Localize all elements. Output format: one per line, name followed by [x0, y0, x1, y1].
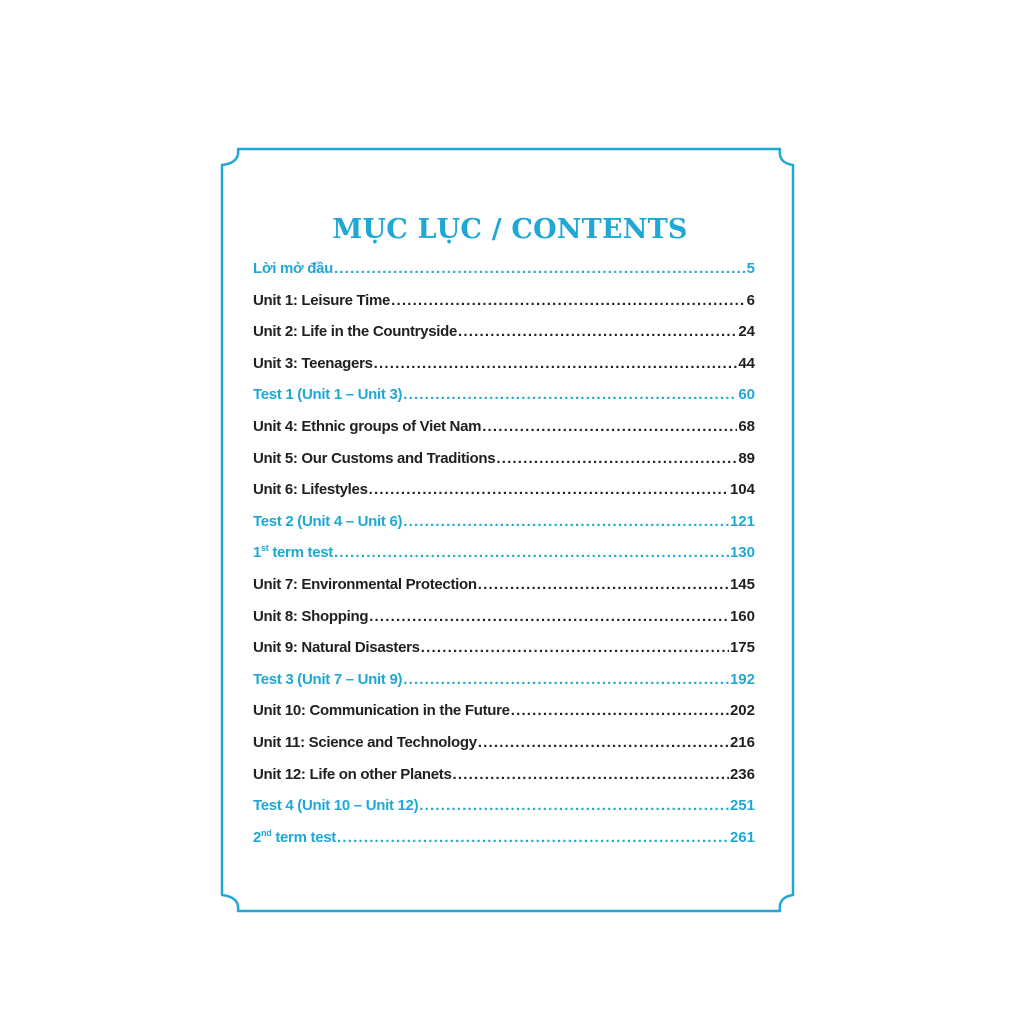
toc-leader-dots	[421, 632, 729, 664]
toc-entry-label-superscript: st	[261, 543, 269, 554]
toc-entry[interactable]	[253, 695, 755, 727]
toc-entry[interactable]	[253, 348, 755, 380]
toc-entry-label-text: 1	[253, 544, 262, 562]
toc-entry-label	[253, 695, 510, 727]
toc-entry-label-text: Test 4 (Unit 10 – Unit 12)	[253, 797, 419, 815]
toc-entry[interactable]	[253, 537, 755, 569]
toc-entry[interactable]	[253, 822, 755, 854]
toc-entry-page-number: 68	[738, 417, 755, 435]
toc-entry-label-text: Unit 11: Science and Technology	[253, 733, 477, 751]
toc-entry[interactable]	[253, 664, 755, 696]
toc-entry-label	[253, 537, 333, 569]
toc-entry-label-text: Unit 9: Natural Disasters	[253, 639, 420, 657]
toc-entry-page-number: 202	[729, 702, 755, 720]
toc-entry[interactable]	[253, 727, 755, 759]
toc-entry-label-text: Unit 12: Life on other Planets	[253, 765, 452, 783]
toc-entry-page-number: 160	[729, 607, 755, 625]
toc-leader-dots	[453, 759, 729, 791]
toc-entry-label	[253, 727, 477, 759]
toc-leader-dots	[419, 790, 729, 822]
toc-leader-dots	[369, 601, 729, 633]
toc-entry[interactable]	[253, 443, 755, 475]
toc-entry-label-text: Test 3 (Unit 7 – Unit 9)	[253, 670, 403, 688]
toc-entry-page-number: 24	[738, 323, 755, 341]
toc-entry-label	[253, 790, 418, 822]
toc-entry-label-text: Unit 1: Leisure Time	[253, 291, 391, 309]
toc-entry-label-text: 2	[253, 828, 262, 846]
toc-leader-dots	[403, 379, 737, 411]
toc-entry[interactable]	[253, 474, 755, 506]
toc-entry[interactable]	[253, 253, 755, 285]
table-of-contents	[253, 253, 755, 853]
toc-entry[interactable]	[253, 506, 755, 538]
toc-entry[interactable]	[253, 569, 755, 601]
toc-entry-page-number: 89	[738, 449, 755, 467]
toc-entry-label-text: Unit 7: Environmental Protection	[253, 575, 477, 593]
toc-entry[interactable]	[253, 316, 755, 348]
toc-entry-label-text: Unit 5: Our Customs and Traditions	[253, 449, 496, 467]
toc-leader-dots	[478, 569, 729, 601]
toc-entry-label-text: Unit 10: Communication in the Future	[253, 702, 510, 720]
toc-entry[interactable]	[253, 601, 755, 633]
toc-entry-label	[253, 822, 336, 854]
toc-entry-label	[253, 474, 368, 506]
toc-entry-page-number: 216	[729, 733, 755, 751]
toc-entry-label	[253, 411, 481, 443]
toc-leader-dots	[496, 443, 737, 475]
toc-entry[interactable]	[253, 379, 755, 411]
toc-leader-dots	[511, 695, 729, 727]
toc-entry-label-text: Unit 3: Teenagers	[253, 354, 373, 372]
toc-leader-dots	[369, 474, 729, 506]
toc-entry-page-number: 251	[729, 797, 755, 815]
toc-entry[interactable]	[253, 285, 755, 317]
toc-entry-label	[253, 285, 390, 317]
toc-entry-page-number: 236	[729, 765, 755, 783]
toc-entry-page-number: 192	[729, 670, 755, 688]
toc-entry-page-number: 121	[729, 512, 755, 530]
toc-entry-label-text: Unit 4: Ethnic groups of Viet Nam	[253, 417, 482, 435]
toc-leader-dots	[403, 664, 729, 696]
toc-entry-label	[253, 348, 373, 380]
toc-entry-label-text: Test 1 (Unit 1 – Unit 3)	[253, 386, 403, 404]
toc-leader-dots	[374, 348, 738, 380]
toc-entry-label	[253, 379, 402, 411]
toc-entry-label	[253, 316, 457, 348]
toc-entry-page-number: 104	[729, 481, 755, 499]
toc-entry[interactable]	[253, 632, 755, 664]
toc-leader-dots	[478, 727, 729, 759]
toc-entry-label-text: Lời mở đầu	[253, 260, 333, 277]
toc-entry-page-number: 6	[746, 291, 755, 309]
toc-leader-dots	[403, 506, 729, 538]
toc-entry-label	[253, 506, 402, 538]
toc-leader-dots	[334, 253, 746, 285]
toc-leader-dots	[334, 537, 729, 569]
toc-leader-dots	[391, 285, 746, 317]
toc-entry-label-text: Unit 8: Shopping	[253, 607, 369, 625]
toc-entry[interactable]	[253, 790, 755, 822]
toc-entry-page-number: 261	[729, 828, 755, 846]
toc-entry-label	[253, 443, 495, 475]
toc-entry-label	[253, 759, 452, 791]
page-title: MỤC LỤC / CONTENTS	[332, 214, 688, 245]
toc-entry-page-number: 44	[738, 354, 755, 372]
toc-entry[interactable]	[253, 759, 755, 791]
toc-entry-label-rest: term test	[271, 828, 336, 846]
toc-entry-label	[253, 253, 333, 285]
toc-entry-page-number: 145	[729, 575, 755, 593]
toc-entry-page-number: 175	[729, 639, 755, 657]
toc-entry-label	[253, 632, 420, 664]
toc-entry-label	[253, 664, 402, 696]
toc-entry-label	[253, 601, 368, 633]
toc-entry-page-number: 5	[746, 260, 755, 277]
toc-entry-label-rest: term test	[268, 544, 333, 562]
toc-leader-dots	[337, 822, 729, 854]
toc-entry[interactable]	[253, 411, 755, 443]
toc-entry-label-text: Unit 6: Lifestyles	[253, 481, 368, 499]
toc-entry-page-number: 60	[738, 386, 755, 404]
toc-entry-label-superscript: nd	[261, 827, 272, 838]
toc-entry-label-text: Unit 2: Life in the Countryside	[253, 323, 458, 341]
toc-entry-page-number: 130	[729, 544, 755, 562]
toc-leader-dots	[458, 316, 737, 348]
toc-entry-label	[253, 569, 477, 601]
toc-leader-dots	[482, 411, 737, 443]
toc-entry-label-text: Test 2 (Unit 4 – Unit 6)	[253, 512, 403, 530]
